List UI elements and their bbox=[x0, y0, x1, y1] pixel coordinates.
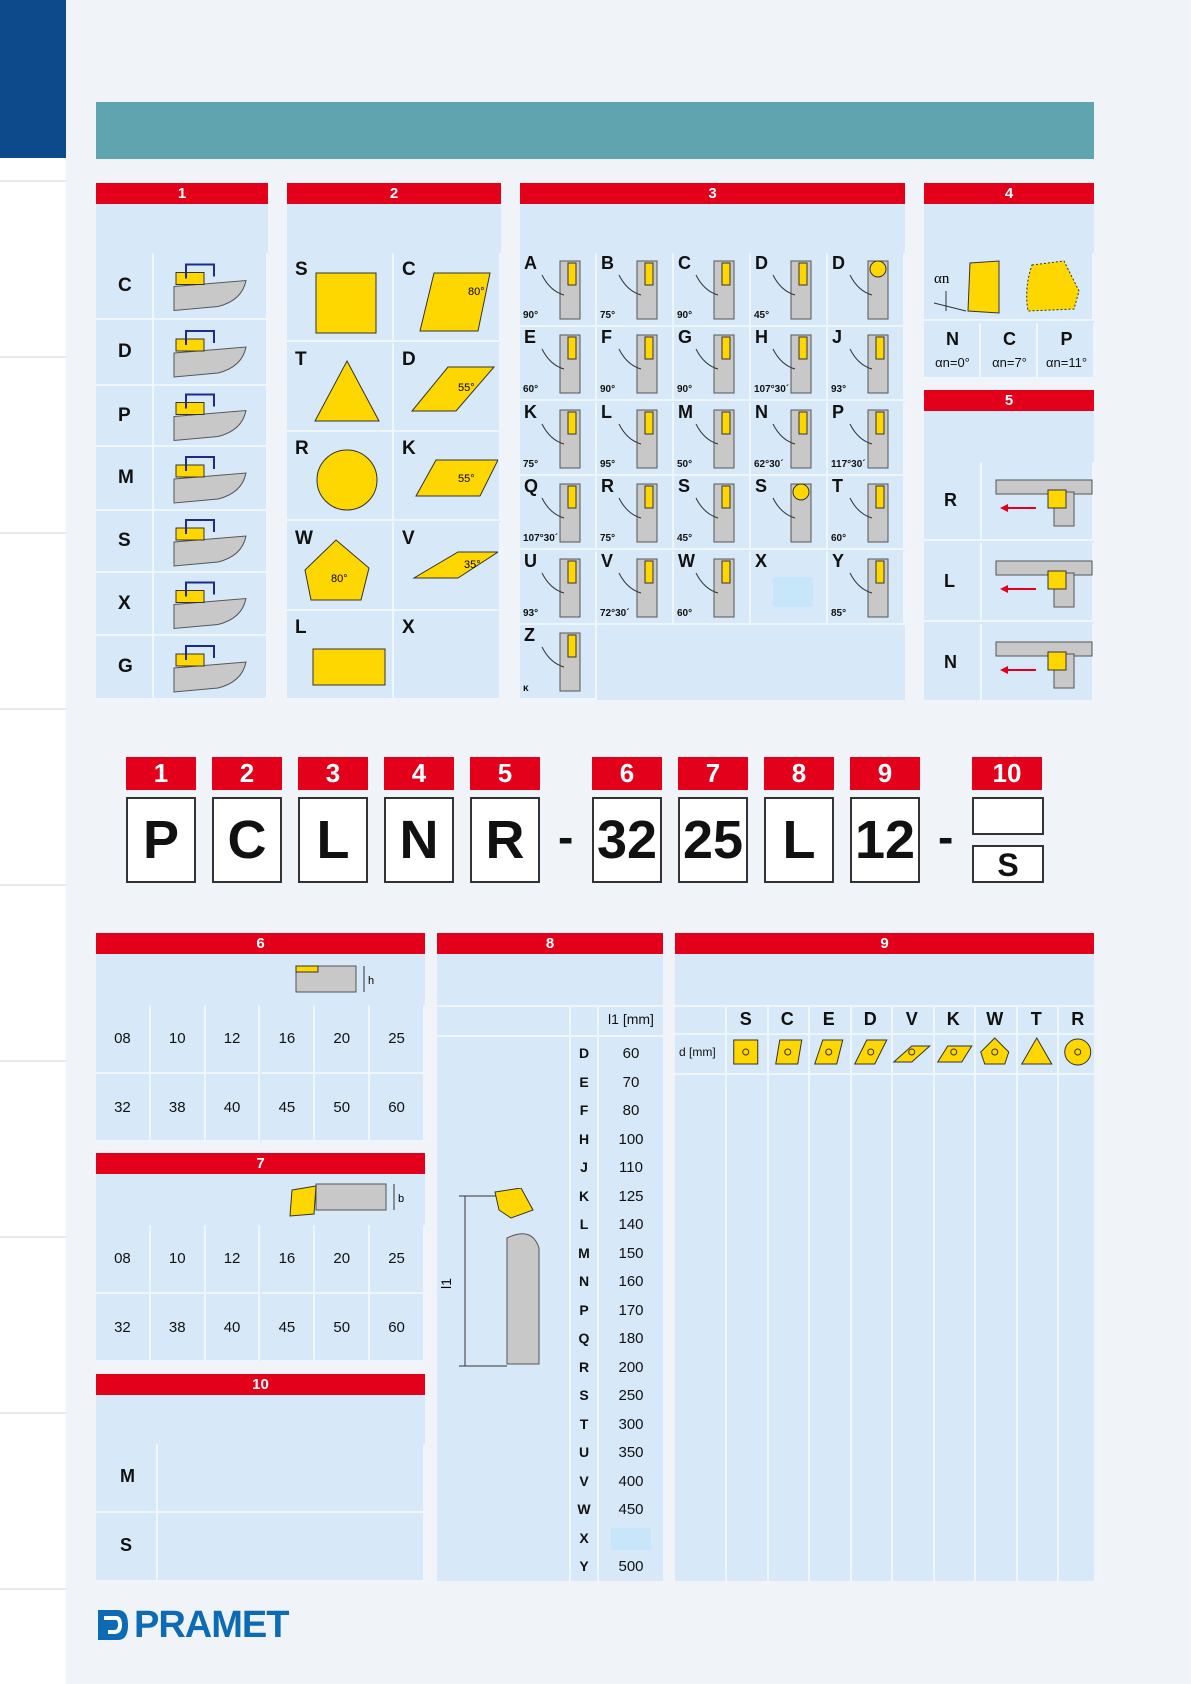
length-value: 350 bbox=[618, 1444, 644, 1461]
length-value: 450 bbox=[618, 1501, 644, 1518]
holder-style-code: P bbox=[832, 402, 845, 422]
clamping-row bbox=[96, 386, 268, 447]
holder-style-cell bbox=[597, 402, 674, 476]
holder-angle: 85° bbox=[831, 608, 847, 619]
section-header: 3 bbox=[520, 183, 905, 204]
insert-d-icon bbox=[850, 1036, 892, 1072]
clamping-icon bbox=[162, 511, 262, 573]
clamping-row bbox=[96, 511, 268, 573]
shape-code: S bbox=[295, 259, 308, 280]
holder-style-cell bbox=[674, 476, 751, 550]
insert-r-icon bbox=[1057, 1036, 1099, 1072]
length-value-empty bbox=[611, 1528, 651, 1550]
length-value: 400 bbox=[618, 1472, 644, 1490]
size-cell: 12 bbox=[206, 1225, 261, 1294]
shape-cell-x bbox=[394, 611, 501, 700]
section-header: 6 bbox=[96, 933, 425, 954]
shape-t-icon bbox=[291, 345, 391, 429]
length-code: J bbox=[580, 1159, 588, 1175]
length-value: 110 bbox=[619, 1159, 643, 1176]
holder-style-cell bbox=[520, 253, 597, 327]
clearance-code: N bbox=[946, 329, 959, 349]
shape-s-icon bbox=[291, 255, 391, 339]
holder-angle: 75° bbox=[523, 459, 539, 470]
code-value-1: P bbox=[126, 797, 196, 883]
holder-style-cell bbox=[597, 253, 674, 327]
clamping-icon bbox=[162, 386, 262, 447]
clearance-cell-n bbox=[924, 323, 981, 379]
clamping-code: X bbox=[118, 592, 131, 614]
shape-cell-d bbox=[394, 343, 501, 432]
panel-clamping-system bbox=[96, 183, 268, 700]
section-header: 10 bbox=[96, 1374, 425, 1395]
insert-col-k: K bbox=[946, 1009, 960, 1029]
clearance-code: P bbox=[1060, 329, 1073, 349]
clamping-icon bbox=[162, 320, 262, 386]
length-value: 250 bbox=[618, 1387, 644, 1404]
holder-style-code: D bbox=[755, 253, 768, 273]
holder-style-code: Z bbox=[524, 625, 535, 645]
holder-style-icon bbox=[828, 253, 905, 327]
hand-icon bbox=[986, 545, 1094, 621]
length-value: 80 bbox=[622, 1102, 640, 1119]
holder-angle: 45° bbox=[754, 310, 770, 321]
length-code: Y bbox=[579, 1558, 589, 1574]
code-value-6: 32 bbox=[592, 797, 662, 883]
holder-angle: 75° bbox=[600, 533, 616, 544]
holder-angle: 90° bbox=[523, 310, 539, 321]
holder-style-cell bbox=[828, 253, 905, 327]
clamping-code: G bbox=[118, 656, 133, 677]
holder-style-code: G bbox=[678, 327, 693, 347]
execution-code: M bbox=[120, 1466, 135, 1486]
holder-angle: 107°30´ bbox=[754, 384, 790, 395]
angle-label: 55° bbox=[458, 473, 475, 485]
shape-k-icon bbox=[398, 434, 498, 518]
section-header: 2 bbox=[287, 183, 501, 204]
holder-style-code: S bbox=[678, 476, 691, 496]
panel-shank-width bbox=[96, 1153, 425, 1362]
holder-angle: 60° bbox=[523, 384, 539, 395]
length-code: N bbox=[578, 1273, 590, 1289]
size-cell: 12 bbox=[206, 1005, 261, 1074]
dim-b-label: b bbox=[398, 1193, 405, 1205]
holder-style-cell bbox=[597, 327, 674, 401]
holder-angle: 93° bbox=[831, 384, 847, 395]
holder-style-code: B bbox=[601, 253, 614, 273]
clamping-row bbox=[96, 636, 268, 700]
size-cell: 10 bbox=[151, 1225, 206, 1294]
insert-col-s: S bbox=[739, 1009, 752, 1029]
clamping-code: D bbox=[118, 341, 132, 362]
shape-code: K bbox=[402, 438, 416, 459]
insert-e-icon bbox=[808, 1036, 850, 1072]
shape-w-icon bbox=[291, 524, 391, 608]
code-position-1: 1 bbox=[126, 757, 196, 790]
holder-style-code: E bbox=[524, 327, 537, 347]
shape-code: X bbox=[402, 617, 415, 638]
holder-angle: 93° bbox=[523, 608, 539, 619]
angle-label: 35° bbox=[464, 559, 481, 571]
clamping-row bbox=[96, 447, 268, 511]
length-column-header: l1 [mm] bbox=[608, 1011, 654, 1027]
tool-holder-icon bbox=[477, 1188, 567, 1368]
insert-col-e: E bbox=[822, 1009, 835, 1029]
size-cell: 25 bbox=[370, 1225, 425, 1294]
holder-style-code: M bbox=[678, 402, 693, 422]
holder-style-cell bbox=[828, 402, 905, 476]
holder-style-code: Y bbox=[832, 551, 845, 571]
panel-shank-height bbox=[96, 933, 425, 1142]
length-value: 180 bbox=[618, 1330, 644, 1347]
holder-style-code: N bbox=[755, 402, 768, 422]
panel-execution bbox=[96, 1374, 425, 1581]
clamping-icon bbox=[162, 573, 262, 636]
code-position-6: 6 bbox=[592, 757, 662, 790]
code-position-10: 10 bbox=[972, 757, 1042, 790]
length-code: M bbox=[578, 1244, 590, 1261]
length-code: Q bbox=[578, 1330, 590, 1346]
insert-col-w: W bbox=[986, 1009, 1004, 1029]
holder-angle: 90° bbox=[600, 384, 616, 395]
clamping-row bbox=[96, 253, 268, 320]
length-value: 300 bbox=[618, 1415, 644, 1433]
length-code: F bbox=[579, 1102, 589, 1118]
panel-cutting-edge-length bbox=[675, 933, 1094, 1581]
length-code: W bbox=[577, 1501, 591, 1517]
shape-v-icon bbox=[398, 524, 498, 608]
pramet-logo-mark bbox=[96, 1608, 130, 1642]
execution-code: S bbox=[120, 1535, 133, 1555]
clamping-code: C bbox=[118, 274, 132, 296]
size-cell: 38 bbox=[151, 1294, 206, 1362]
holder-style-cell bbox=[520, 625, 597, 700]
holder-style-icon bbox=[751, 551, 828, 625]
size-cell: 32 bbox=[96, 1294, 151, 1362]
shape-cell-k bbox=[394, 432, 501, 521]
section-header: 9 bbox=[675, 933, 1094, 954]
title-banner bbox=[96, 102, 1094, 159]
angle-label: 80° bbox=[468, 286, 485, 298]
panel-clearance-angle bbox=[924, 183, 1094, 379]
length-code: R bbox=[578, 1358, 590, 1375]
side-tab-active[interactable] bbox=[0, 0, 66, 158]
hand-icon bbox=[986, 464, 1094, 540]
clamping-icon bbox=[162, 636, 262, 700]
code-value-10: S bbox=[972, 845, 1044, 883]
holder-style-cell bbox=[751, 253, 828, 327]
insert-k-icon bbox=[933, 1036, 975, 1072]
holder-style-cell bbox=[751, 476, 828, 550]
holder-style-cell bbox=[828, 476, 905, 550]
holder-style-code: U bbox=[524, 551, 537, 571]
section-header: 8 bbox=[437, 933, 663, 954]
holder-style-cell bbox=[674, 551, 751, 625]
length-value: 200 bbox=[618, 1358, 644, 1376]
code-position-5: 5 bbox=[470, 757, 540, 790]
holder-style-cell bbox=[674, 402, 751, 476]
holder-style-code: L bbox=[601, 402, 612, 422]
panel-tool-length bbox=[437, 933, 663, 1581]
holder-style-code: J bbox=[832, 327, 843, 347]
clearance-cell-p bbox=[1038, 323, 1095, 379]
size-cell: 60 bbox=[370, 1074, 425, 1142]
holder-style-code: C bbox=[678, 253, 691, 273]
size-cell: 20 bbox=[315, 1225, 370, 1294]
code-value-3: L bbox=[298, 797, 368, 883]
holder-style-cell bbox=[751, 551, 828, 625]
panel-hand-of-tool bbox=[924, 390, 1094, 700]
holder-angle: 60° bbox=[831, 533, 847, 544]
holder-style-code: D bbox=[832, 253, 845, 273]
holder-angle: κ bbox=[523, 683, 529, 694]
length-value: 100 bbox=[618, 1130, 644, 1148]
size-cell: 10 bbox=[151, 1005, 206, 1074]
code-position-3: 3 bbox=[298, 757, 368, 790]
hand-code: L bbox=[944, 571, 955, 591]
code-value-2: C bbox=[212, 797, 282, 883]
length-value: 140 bbox=[618, 1216, 644, 1233]
shape-l-icon bbox=[291, 613, 391, 697]
clearance-angle-diagram bbox=[924, 253, 1094, 319]
holder-style-cell bbox=[828, 327, 905, 401]
section-header: 7 bbox=[96, 1153, 425, 1174]
holder-style-cell bbox=[828, 551, 905, 625]
length-value: 125 bbox=[618, 1187, 644, 1205]
holder-style-code: V bbox=[601, 551, 614, 571]
holder-style-cell bbox=[674, 253, 751, 327]
holder-angle: 75° bbox=[600, 310, 616, 321]
size-cell: 08 bbox=[96, 1005, 151, 1074]
insert-col-t: T bbox=[1030, 1009, 1042, 1029]
shape-cell-v bbox=[394, 522, 501, 611]
holder-style-code: T bbox=[832, 476, 843, 496]
pramet-logo bbox=[96, 1603, 289, 1646]
holder-style-code: H bbox=[755, 327, 768, 347]
d-mm-label: d [mm] bbox=[679, 1045, 716, 1059]
holder-style-cell bbox=[520, 327, 597, 401]
shape-code: W bbox=[295, 528, 313, 549]
holder-angle: 90° bbox=[677, 310, 693, 321]
holder-style-cell bbox=[520, 551, 597, 625]
shape-c-icon bbox=[398, 255, 498, 339]
clamping-icon bbox=[162, 447, 262, 511]
clamping-icon bbox=[162, 253, 262, 320]
shape-x-icon bbox=[398, 613, 498, 697]
shape-code: R bbox=[295, 438, 309, 459]
holder-style-cell bbox=[751, 402, 828, 476]
code-dash: - bbox=[558, 811, 574, 863]
dim-h-label: h bbox=[368, 975, 375, 987]
holder-style-code: K bbox=[524, 402, 537, 422]
holder-style-code: X bbox=[755, 551, 768, 571]
shape-cell-s bbox=[287, 253, 394, 342]
code-position-7: 7 bbox=[678, 757, 748, 790]
clearance-cell-c bbox=[981, 323, 1038, 379]
execution-row-s bbox=[96, 1513, 425, 1582]
shape-d-icon bbox=[398, 345, 498, 429]
size-cell: 16 bbox=[261, 1225, 316, 1294]
shape-cell-w bbox=[287, 522, 394, 611]
holder-angle: 50° bbox=[677, 459, 693, 470]
size-cell: 60 bbox=[370, 1294, 425, 1362]
code-dash: - bbox=[938, 811, 954, 863]
length-code: K bbox=[578, 1187, 590, 1204]
holder-angle: 45° bbox=[677, 533, 693, 544]
length-value: 150 bbox=[618, 1244, 644, 1262]
holder-angle: 60° bbox=[677, 608, 693, 619]
insert-c-icon bbox=[767, 1036, 809, 1072]
size-cell: 38 bbox=[151, 1074, 206, 1142]
holder-angle: 72°30´ bbox=[600, 608, 630, 619]
hand-code: N bbox=[944, 652, 957, 672]
insert-v-icon bbox=[891, 1036, 933, 1072]
holder-angle: 95° bbox=[600, 459, 616, 470]
length-code: S bbox=[579, 1387, 589, 1403]
section-header: 4 bbox=[924, 183, 1094, 204]
shape-cell-t bbox=[287, 343, 394, 432]
size-cell: 50 bbox=[315, 1294, 370, 1362]
shape-code: D bbox=[402, 349, 416, 370]
insert-t-icon bbox=[1016, 1036, 1058, 1072]
size-cell: 20 bbox=[315, 1005, 370, 1074]
clamping-code: S bbox=[118, 530, 131, 551]
holder-style-cell bbox=[751, 327, 828, 401]
insert-col-d: D bbox=[863, 1009, 877, 1029]
length-code: E bbox=[579, 1073, 589, 1090]
code-value-8: L bbox=[764, 797, 834, 883]
size-cell: 45 bbox=[261, 1074, 316, 1142]
clamping-code: P bbox=[118, 404, 131, 426]
clearance-code: C bbox=[1003, 329, 1016, 349]
length-code: U bbox=[578, 1444, 590, 1460]
size-cell: 08 bbox=[96, 1225, 151, 1294]
code-value-9: 12 bbox=[850, 797, 920, 883]
length-value: 170 bbox=[618, 1301, 644, 1319]
code-value-10-empty bbox=[972, 797, 1044, 835]
shape-code: C bbox=[402, 259, 416, 280]
size-cell: 32 bbox=[96, 1074, 151, 1142]
holder-style-cell bbox=[520, 402, 597, 476]
size-cell: 25 bbox=[370, 1005, 425, 1074]
holder-angle: 62°30´ bbox=[754, 459, 784, 470]
panel-holder-style bbox=[520, 183, 905, 700]
insert-col-r: R bbox=[1071, 1009, 1085, 1029]
shape-code: L bbox=[295, 617, 307, 638]
logo-text: PRAMET bbox=[134, 1603, 289, 1646]
side-strip bbox=[0, 0, 66, 1684]
length-code: V bbox=[579, 1472, 589, 1489]
shape-code: T bbox=[295, 349, 307, 370]
hand-icon bbox=[986, 626, 1094, 702]
clearance-value: αn=0° bbox=[935, 355, 970, 370]
shape-code: V bbox=[402, 528, 415, 549]
code-position-9: 9 bbox=[850, 757, 920, 790]
size-cell: 40 bbox=[206, 1074, 261, 1142]
holder-style-cell bbox=[674, 327, 751, 401]
holder-style-icon bbox=[520, 625, 597, 699]
clearance-value: αn=7° bbox=[992, 355, 1027, 370]
execution-row-m bbox=[96, 1444, 425, 1513]
holder-style-code: R bbox=[601, 476, 614, 496]
holder-angle: 90° bbox=[677, 384, 693, 395]
length-value: 60 bbox=[622, 1045, 640, 1062]
insert-col-c: C bbox=[780, 1009, 794, 1029]
angle-label: 55° bbox=[458, 382, 475, 394]
holder-style-code: A bbox=[524, 253, 537, 273]
code-position-8: 8 bbox=[764, 757, 834, 790]
size-cell: 45 bbox=[261, 1294, 316, 1362]
clamping-row bbox=[96, 320, 268, 386]
holder-style-cell bbox=[597, 551, 674, 625]
hand-row-r bbox=[924, 462, 1094, 541]
shape-r-icon bbox=[291, 434, 391, 518]
code-position-4: 4 bbox=[384, 757, 454, 790]
holder-angle: 107°30´ bbox=[523, 533, 559, 544]
insert-col-v: V bbox=[905, 1009, 918, 1029]
insert-s-icon bbox=[725, 1036, 767, 1072]
shape-cell-c bbox=[394, 253, 501, 342]
hand-row-n bbox=[924, 624, 1094, 703]
holder-style-cell bbox=[520, 476, 597, 550]
code-position-2: 2 bbox=[212, 757, 282, 790]
panel-insert-shape bbox=[287, 183, 501, 700]
holder-style-code: W bbox=[678, 551, 695, 571]
holder-style-icon bbox=[751, 476, 828, 550]
length-code: X bbox=[579, 1529, 589, 1546]
holder-angle: 117°30´ bbox=[831, 459, 866, 470]
dim-l1-label: l1 bbox=[438, 1278, 454, 1289]
code-value-7: 25 bbox=[678, 797, 748, 883]
size-cell: 16 bbox=[261, 1005, 316, 1074]
holder-style-cell bbox=[597, 476, 674, 550]
angle-label: 80° bbox=[331, 573, 348, 585]
holder-style-code: F bbox=[601, 327, 612, 347]
clamping-code: M bbox=[118, 467, 134, 488]
length-value: 500 bbox=[618, 1558, 644, 1575]
size-cell: 50 bbox=[315, 1074, 370, 1142]
section-header: 1 bbox=[96, 183, 268, 204]
hand-row-l bbox=[924, 543, 1094, 622]
clearance-value: αn=11° bbox=[1045, 355, 1088, 370]
clamping-row bbox=[96, 573, 268, 636]
length-code: L bbox=[579, 1216, 589, 1232]
length-code: H bbox=[578, 1130, 590, 1147]
shank-height-icon bbox=[292, 958, 422, 998]
shank-width-icon bbox=[286, 1178, 422, 1220]
length-value: 70 bbox=[622, 1073, 640, 1091]
shape-cell-r bbox=[287, 432, 394, 521]
code-value-4: N bbox=[384, 797, 454, 883]
length-code: P bbox=[579, 1301, 589, 1318]
insert-w-icon bbox=[974, 1036, 1016, 1072]
length-code: T bbox=[579, 1415, 589, 1432]
holder-style-code: S bbox=[755, 476, 768, 496]
length-code: D bbox=[578, 1045, 590, 1061]
holder-style-code: Q bbox=[524, 476, 539, 496]
alpha-n-symbol: αn bbox=[934, 271, 950, 287]
length-value: 160 bbox=[618, 1273, 644, 1290]
size-cell: 40 bbox=[206, 1294, 261, 1362]
section-header: 5 bbox=[924, 390, 1094, 411]
hand-code: R bbox=[944, 490, 957, 510]
shape-cell-l bbox=[287, 611, 394, 700]
code-value-5: R bbox=[470, 797, 540, 883]
